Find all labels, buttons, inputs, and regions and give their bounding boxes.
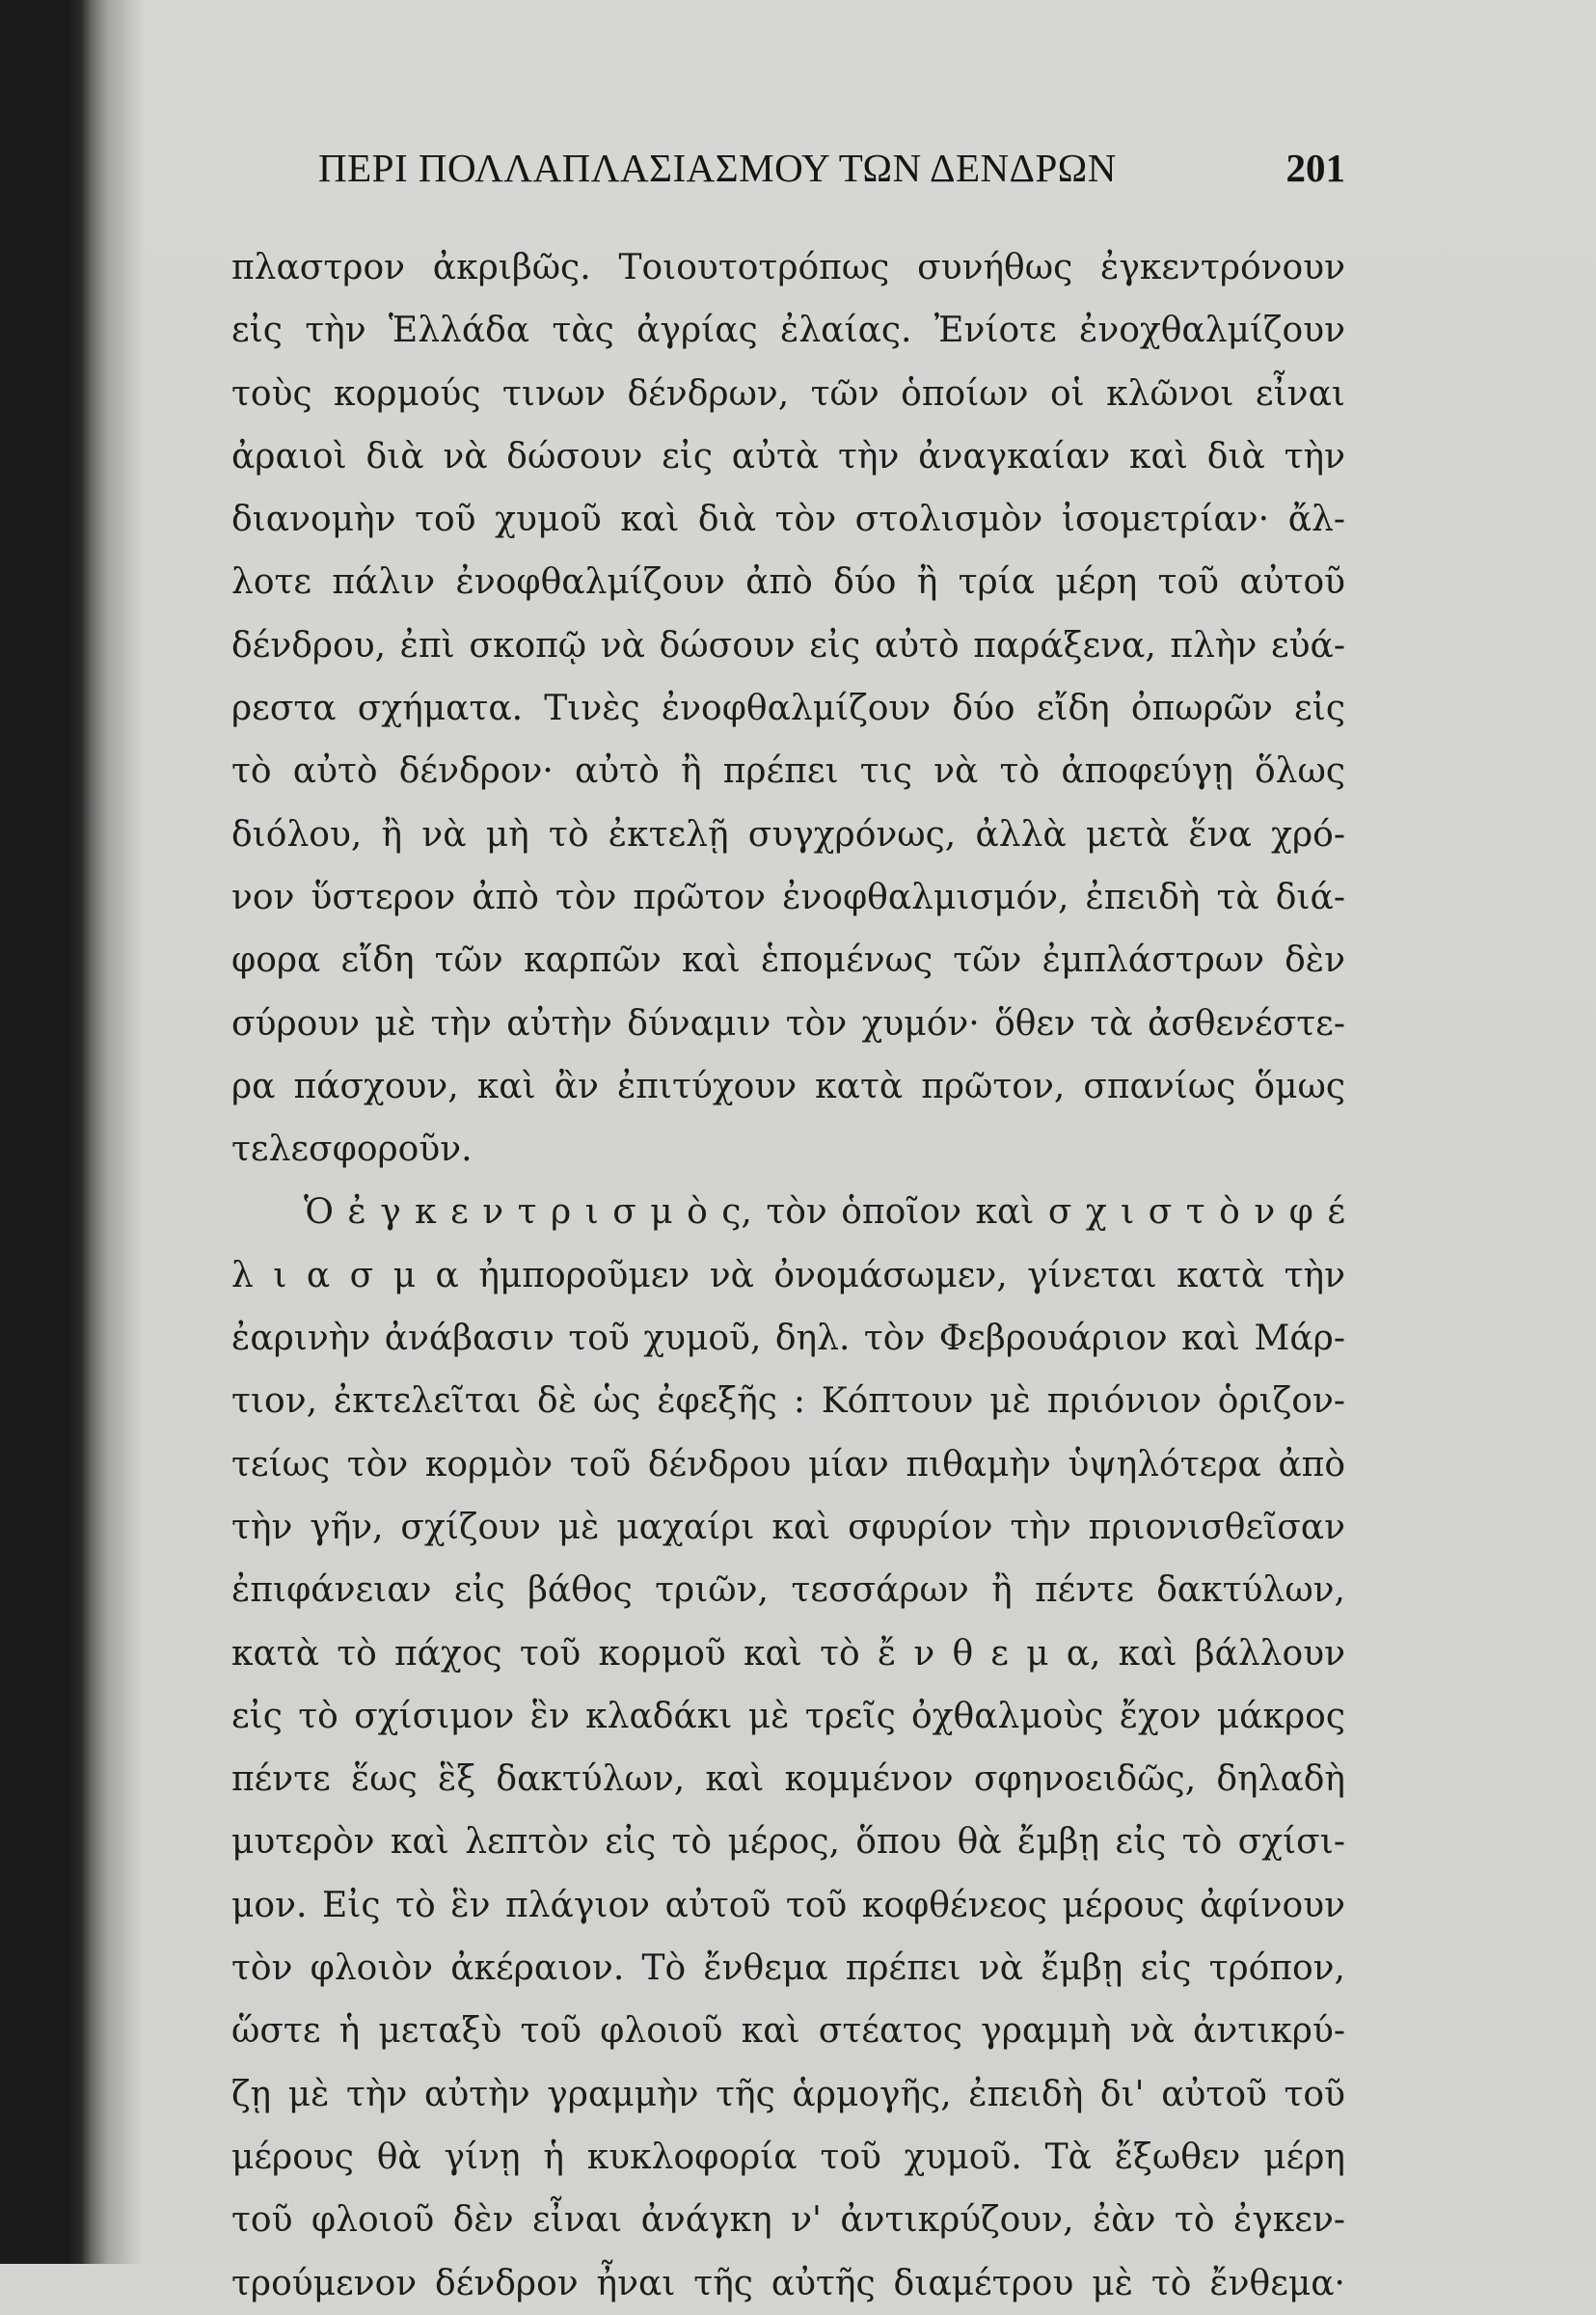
text-line: λ ι α σ μ α ἠμποροῦμεν νὰ ὀνομάσωμεν, γίνεται κατὰ τὴν	[231, 1255, 1345, 1295]
text-line: διόλου, ἢ νὰ μὴ τὸ ἐκτελῇ συγχρόνως, ἀλλὰ μετὰ ἕνα χρό-	[231, 814, 1345, 855]
text-line: πλαστρον ἀκριβῶς. Τοιουτοτρόπως συνήθως ἐγκεντρόνουν	[231, 248, 1345, 287]
text-line: λοτε πάλιν ἐνοφθαλμίζουν ἀπὸ δύο ἢ τρία μέρη τοῦ αὐτοῦ	[231, 562, 1345, 603]
text-line: ἐπιφάνειαν εἰς βάθος τριῶν, τεσσάρων ἢ πέντε δακτύλων,	[231, 1570, 1345, 1611]
text-line: ἀραιοὶ διὰ νὰ δώσουν εἰς αὐτὰ τὴν ἀναγκαίαν καὶ διὰ τὴν	[231, 436, 1345, 477]
text-line: νον ὕστερον ἀπὸ τὸν πρῶτον ἐνοφθαλμισμόν, ἐπειδὴ τὰ διά-	[231, 877, 1345, 917]
text-line: τρούμενον δένδρον ἦναι τῆς αὐτῆς διαμέτρου μὲ τὸ ἔνθεμα·	[231, 2263, 1345, 2303]
text-line: τοὺς κορμούς τινων δένδρων, τῶν ὁποίων οἱ κλῶνοι εἶναι	[231, 373, 1345, 414]
text-line: κατὰ τὸ πάχος τοῦ κορμοῦ καὶ τὸ ἔ ν θ ε μ α, καὶ βάλλουν	[231, 1633, 1345, 1674]
text-line: μον. Εἰς τὸ ἓν πλάγιον αὐτοῦ τοῦ κοφθένεος μέρους ἀφίνουν	[231, 1885, 1345, 1925]
running-head	[231, 145, 1345, 203]
running-title: ΠΕΡΙ ΠΟΛΛΑΠΛΑΣΙΑΣΜΟΥ ΤΩΝ ΔΕΝΔΡΩΝ	[318, 146, 1117, 190]
text-line: πέντε ἕως ἓξ δακτύλων, καὶ κομμένον σφηνοειδῶς, δηλαδὴ	[231, 1759, 1345, 1800]
text-line: δένδρου, ἐπὶ σκοπῷ νὰ δώσουν εἰς αὐτὸ παράξενα, πλὴν εὐά-	[231, 625, 1345, 666]
scan-binding-shadow	[0, 0, 145, 2264]
text-line: τὸ αὐτὸ δένδρον· αὐτὸ ἢ πρέπει τις νὰ τὸ ἀποφεύγῃ ὅλως	[231, 751, 1345, 792]
text-line: μυτερὸν καὶ λεπτὸν εἰς τὸ μέρος, ὅπου θὰ ἔμβῃ εἰς τὸ σχίσι-	[231, 1822, 1345, 1863]
text-line: διανομὴν τοῦ χυμοῦ καὶ διὰ τὸν στολισμὸν ἰσομετρίαν· ἄλ-	[231, 500, 1345, 540]
text-line: ἐαρινὴν ἀνάβασιν τοῦ χυμοῦ, δηλ. τὸν Φεβρουάριον καὶ Μάρ-	[231, 1319, 1345, 1359]
text-line: ζῃ μὲ τὴν αὐτὴν γραμμὴν τῆς ἁρμογῆς, ἐπειδὴ δι' αὐτοῦ τοῦ	[231, 2074, 1345, 2114]
text-line: ρεστα σχήματα. Τινὲς ἐνοφθαλμίζουν δύο εἴδη ὀπωρῶν εἰς	[231, 689, 1345, 729]
text-line: φορα εἴδη τῶν καρπῶν καὶ ἑπομένως τῶν ἐμπλάστρων δὲν	[231, 940, 1345, 981]
text-line: εἰς τὸ σχίσιμον ἓν κλαδάκι μὲ τρεῖς ὀχθαλμοὺς ἔχον μάκρος	[231, 1696, 1345, 1736]
book-page	[231, 145, 1345, 2303]
text-line: ὥστε ἡ μεταξὺ τοῦ φλοιοῦ καὶ στέατος γραμμὴ νὰ ἀντικρύ-	[231, 2011, 1345, 2052]
text-line: τιον, ἐκτελεῖται δὲ ὡς ἐφεξῆς : Κόπτουν μὲ πριόνιον ὁριζον-	[231, 1381, 1345, 1422]
text-line: ρα πάσχουν, καὶ ἂν ἐπιτύχουν κατὰ πρῶτον, σπανίως ὅμως	[231, 1066, 1345, 1106]
text-line: τοῦ φλοιοῦ δὲν εἶναι ἀνάγκη ν' ἀντικρύζουν, ἐὰν τὸ ἐγκεν-	[231, 2200, 1345, 2241]
page-number: 201	[1285, 146, 1345, 190]
text-line: Ὁ ἐ γ κ ε ν τ ρ ι σ μ ὸ ς, τὸν ὁποῖον καὶ σ χ ι σ τ ὸ ν φ έ	[304, 1192, 1345, 1233]
text-body	[231, 236, 1345, 2315]
text-line: τελεσφοροῦν.	[231, 1130, 473, 1170]
text-line: μέρους θὰ γίνῃ ἡ κυκλοφορία τοῦ χυμοῦ. Τὰ ἔξωθεν μέρη	[231, 2137, 1345, 2177]
text-line: σύρουν μὲ τὴν αὐτὴν δύναμιν τὸν χυμόν· ὅθεν τὰ ἀσθενέστε-	[231, 1003, 1345, 1044]
text-line: τείως τὸν κορμὸν τοῦ δένδρου μίαν πιθαμὴν ὑψηλότερα ἀπὸ	[231, 1444, 1345, 1484]
text-line: τὸν φλοιὸν ἀκέραιον. Τὸ ἔνθεμα πρέπει νὰ ἔμβῃ εἰς τρόπον,	[231, 1948, 1345, 1989]
text-line: εἰς τὴν Ἑλλάδα τὰς ἀγρίας ἐλαίας. Ἐνίοτε ἐνοχθαλμίζουν	[231, 311, 1345, 351]
text-line: τὴν γῆν, σχίζουν μὲ μαχαίρι καὶ σφυρίον τὴν πριονισθεῖσαν	[231, 1507, 1345, 1547]
